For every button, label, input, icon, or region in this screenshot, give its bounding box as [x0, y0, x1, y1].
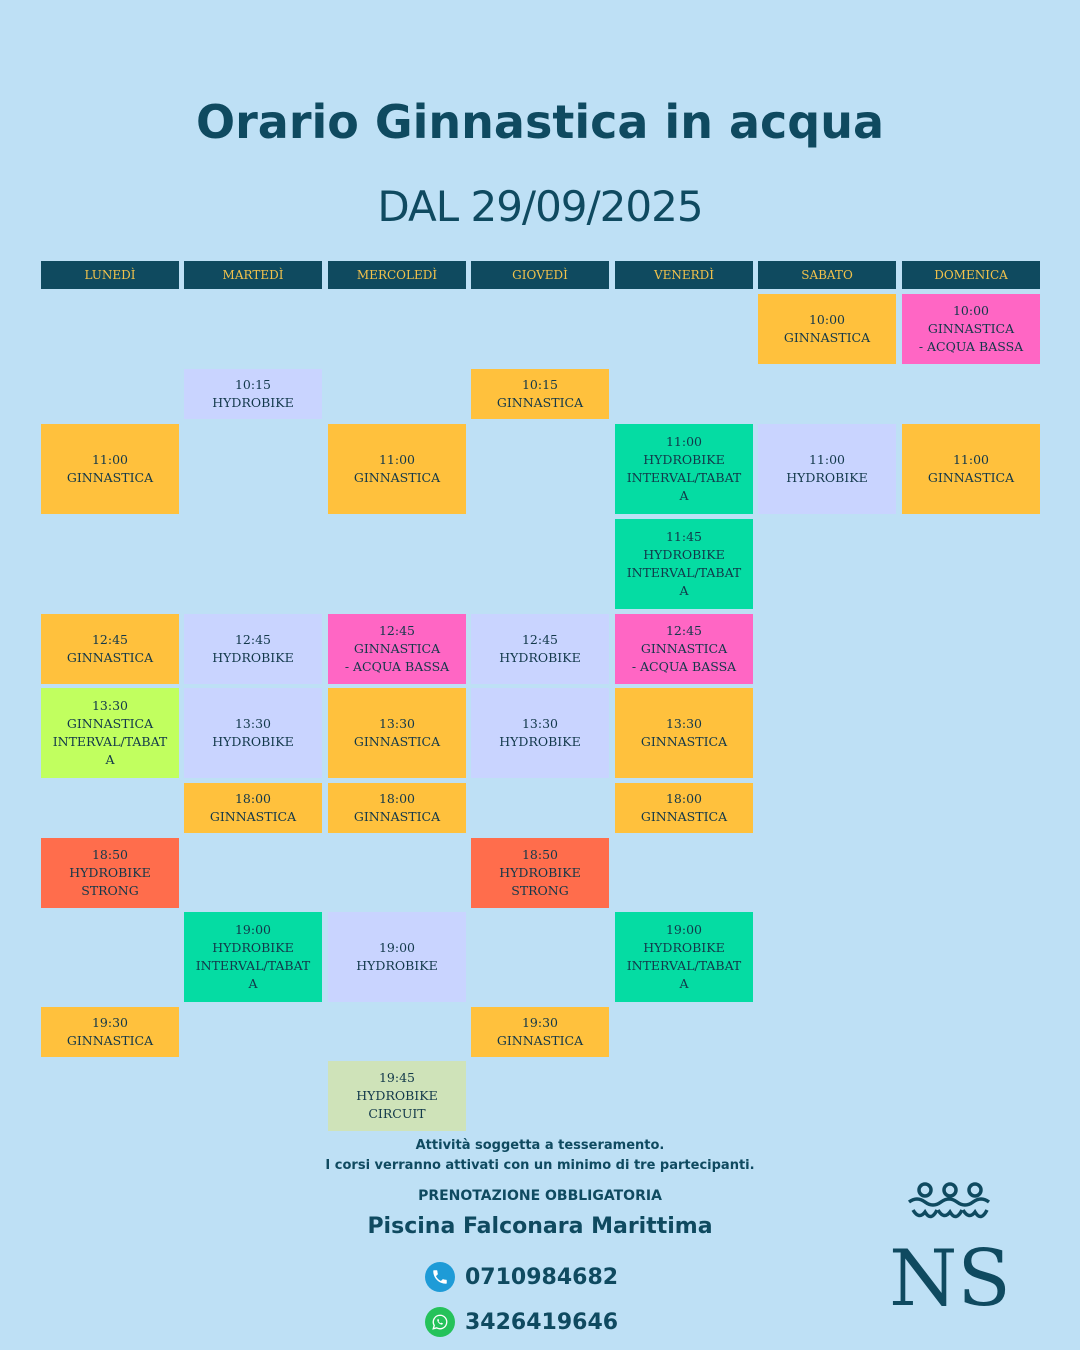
class-time: 18:00 — [234, 791, 272, 806]
class-time: 10:15 — [521, 377, 559, 392]
class-activity: GINNASTICA — [496, 1033, 584, 1048]
class-activity: GINNASTICA — [640, 734, 728, 749]
class-activity: GINNASTICA — [496, 395, 584, 410]
logo-text: NS — [889, 1234, 1011, 1310]
class-time: 19:00 — [234, 922, 272, 937]
class-activity: GINNASTICA — [66, 1033, 154, 1048]
membership-note: Attività soggetta a tesseramento. — [415, 1138, 665, 1153]
class-slot — [41, 424, 179, 514]
class-time: 11:00 — [378, 452, 416, 467]
class-slot — [184, 369, 322, 419]
day-header: SABATO — [758, 261, 896, 289]
whatsapp-icon — [425, 1307, 455, 1337]
day-header: LUNEDÌ — [41, 261, 179, 289]
class-slot — [471, 1007, 609, 1057]
class-slot — [41, 688, 179, 778]
class-activity: GINNASTICA — [783, 330, 871, 345]
class-time: 13:30 — [521, 716, 559, 731]
class-slot — [184, 912, 322, 1002]
class-activity: GINNASTICA — [353, 809, 441, 824]
minimum-participants-note: I corsi verranno attivati con un minimo di tre partecipanti. — [325, 1158, 755, 1173]
class-activity: GINNASTICA — [640, 809, 728, 824]
class-time: 12:45 — [234, 632, 272, 647]
class-time: 10:00 — [952, 303, 990, 318]
whatsapp-number[interactable]: 3426419646 — [465, 1309, 619, 1335]
class-slot — [328, 424, 466, 514]
class-time: 11:00 — [665, 434, 703, 449]
day-header: GIOVEDÌ — [471, 261, 609, 289]
class-activity: HYDROBIKE — [212, 395, 294, 410]
ns-logo — [885, 1180, 1015, 1310]
class-slot — [328, 783, 466, 833]
class-time: 11:00 — [952, 452, 990, 467]
class-slot — [615, 614, 753, 684]
class-activity: HYDROBIKE — [499, 734, 581, 749]
class-slot — [41, 1007, 179, 1057]
class-activity: GINNASTICA INTERVAL/TABAT A — [52, 716, 168, 767]
class-activity: GINNASTICA — [353, 734, 441, 749]
page-title: Orario Ginnastica in acqua — [196, 95, 884, 149]
class-activity: HYDROBIKE STRONG — [69, 865, 151, 898]
booking-notice: PRENOTAZIONE OBBLIGATORIA — [418, 1188, 662, 1204]
class-slot — [471, 614, 609, 684]
class-activity: HYDROBIKE INTERVAL/TABAT A — [626, 452, 742, 503]
class-activity: HYDROBIKE INTERVAL/TABAT A — [626, 547, 742, 598]
class-time: 11:00 — [91, 452, 129, 467]
class-time: 10:00 — [808, 312, 846, 327]
class-slot — [758, 424, 896, 514]
class-time: 19:00 — [378, 940, 416, 955]
venue-name: Piscina Falconara Marittima — [367, 1214, 713, 1239]
class-slot — [758, 294, 896, 364]
class-slot — [471, 688, 609, 778]
class-slot — [615, 424, 753, 514]
class-activity: GINNASTICA — [209, 809, 297, 824]
class-activity: HYDROBIKE — [212, 734, 294, 749]
class-slot — [184, 688, 322, 778]
class-time: 13:30 — [91, 698, 129, 713]
class-slot — [328, 614, 466, 684]
class-time: 19:30 — [521, 1015, 559, 1030]
day-header: DOMENICA — [902, 261, 1040, 289]
class-time: 12:45 — [665, 623, 703, 638]
class-time: 13:30 — [234, 716, 272, 731]
class-slot — [615, 783, 753, 833]
class-time: 13:30 — [378, 716, 416, 731]
class-slot — [328, 688, 466, 778]
class-time: 19:45 — [378, 1070, 416, 1085]
page-subtitle: DAL 29/09/2025 — [377, 182, 703, 231]
class-activity: HYDROBIKE INTERVAL/TABAT A — [195, 940, 311, 991]
class-activity: HYDROBIKE — [786, 470, 868, 485]
class-time: 19:30 — [91, 1015, 129, 1030]
class-time: 13:30 — [665, 716, 703, 731]
class-slot — [328, 912, 466, 1002]
class-activity: GINNASTICA — [927, 470, 1015, 485]
class-slot — [615, 912, 753, 1002]
phone-number[interactable]: 0710984682 — [465, 1264, 619, 1290]
class-slot — [41, 614, 179, 684]
class-activity: GINNASTICA — [66, 470, 154, 485]
phone-icon — [425, 1262, 455, 1292]
class-time: 18:50 — [521, 847, 559, 862]
day-header: VENERDÌ — [615, 261, 753, 289]
class-time: 18:00 — [665, 791, 703, 806]
class-slot — [615, 519, 753, 609]
class-slot — [902, 424, 1040, 514]
class-slot — [328, 1061, 466, 1131]
class-time: 11:45 — [665, 529, 703, 544]
class-time: 12:45 — [91, 632, 129, 647]
class-activity: HYDROBIKE — [499, 650, 581, 665]
class-activity: HYDROBIKE CIRCUIT — [356, 1088, 438, 1121]
class-activity: HYDROBIKE INTERVAL/TABAT A — [626, 940, 742, 991]
class-time: 19:00 — [665, 922, 703, 937]
phone-contact[interactable] — [425, 1260, 618, 1294]
class-time: 12:45 — [378, 623, 416, 638]
class-activity: GINNASTICA — [353, 470, 441, 485]
class-slot — [471, 369, 609, 419]
class-time: 12:45 — [521, 632, 559, 647]
class-time: 10:15 — [234, 377, 272, 392]
class-time: 11:00 — [808, 452, 846, 467]
day-header: MERCOLEDÌ — [328, 261, 466, 289]
class-slot — [615, 688, 753, 778]
class-activity: HYDROBIKE STRONG — [499, 865, 581, 898]
class-activity: HYDROBIKE — [356, 958, 438, 973]
class-slot — [184, 614, 322, 684]
day-header: MARTEDÌ — [184, 261, 322, 289]
class-activity: HYDROBIKE — [212, 650, 294, 665]
class-slot — [471, 838, 609, 908]
class-time: 18:00 — [378, 791, 416, 806]
class-activity: GINNASTICA - ACQUA BASSA — [344, 641, 450, 674]
class-slot — [902, 294, 1040, 364]
class-slot — [184, 783, 322, 833]
whatsapp-contact[interactable] — [425, 1305, 618, 1339]
class-activity: GINNASTICA - ACQUA BASSA — [918, 321, 1024, 354]
class-activity: GINNASTICA — [66, 650, 154, 665]
class-slot — [41, 838, 179, 908]
class-time: 18:50 — [91, 847, 129, 862]
class-activity: GINNASTICA - ACQUA BASSA — [631, 641, 737, 674]
